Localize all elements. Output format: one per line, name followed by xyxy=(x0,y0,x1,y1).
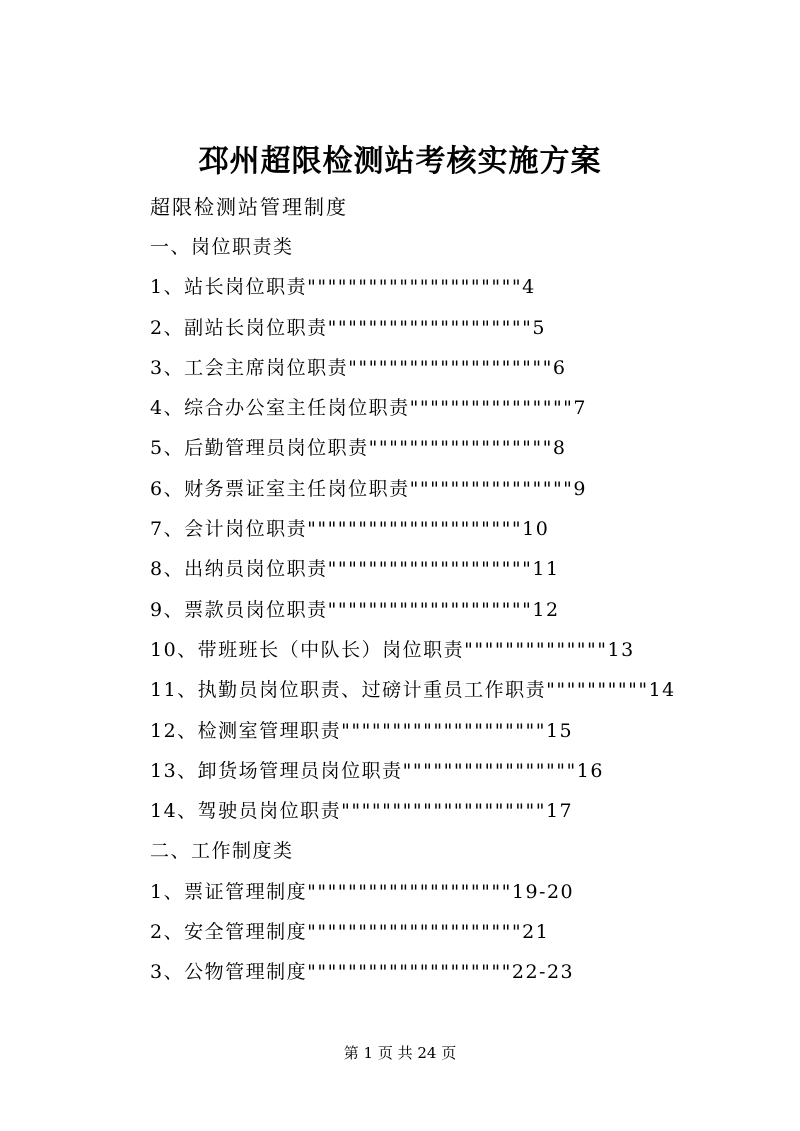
toc-entry: 3、工会主席岗位职责""""""""""""""""""""6 xyxy=(150,356,567,379)
toc-entry: 9、票款员岗位职责""""""""""""""""""""12 xyxy=(150,598,560,621)
toc-entry: 10、带班班长（中队长）岗位职责""""""""""""""13 xyxy=(150,638,635,661)
toc-entry: 2、副站长岗位职责""""""""""""""""""""5 xyxy=(150,316,546,339)
toc-entry: 1、站长岗位职责"""""""""""""""""""""4 xyxy=(150,276,536,299)
document-subtitle: 超限检测站管理制度 xyxy=(150,195,348,219)
toc-section-heading: 二、工作制度类 xyxy=(150,840,294,863)
toc-entry: 6、财务票证室主任岗位职责""""""""""""""""9 xyxy=(150,477,588,500)
toc-entry: 1、票证管理制度""""""""""""""""""""19-20 xyxy=(150,880,575,903)
toc-entry: 12、检测室管理职责""""""""""""""""""""15 xyxy=(150,719,574,742)
table-of-contents xyxy=(150,232,770,998)
page-number-footer: 第 1 页 共 24 页 xyxy=(343,1044,457,1062)
toc-entry: 3、公物管理制度""""""""""""""""""""22-23 xyxy=(150,961,575,984)
toc-entry: 11、执勤员岗位职责、过磅计重员工作职责""""""""""14 xyxy=(150,679,676,702)
toc-entry: 4、综合办公室主任岗位职责""""""""""""""""7 xyxy=(150,397,588,420)
toc-entry: 5、后勤管理员岗位职责""""""""""""""""""8 xyxy=(150,437,567,460)
toc-entry: 7、会计岗位职责"""""""""""""""""""""10 xyxy=(150,518,550,541)
toc-section-heading: 一、岗位职责类 xyxy=(150,236,294,258)
toc-entry: 8、出纳员岗位职责""""""""""""""""""""11 xyxy=(150,558,560,581)
toc-entry: 2、安全管理制度"""""""""""""""""""""21 xyxy=(150,921,550,944)
toc-entry: 14、驾驶员岗位职责""""""""""""""""""""17 xyxy=(150,800,574,823)
toc-entry: 13、卸货场管理员岗位职责"""""""""""""""""16 xyxy=(150,759,604,782)
document-title: 邳州超限检测站考核实施方案 xyxy=(198,144,602,179)
